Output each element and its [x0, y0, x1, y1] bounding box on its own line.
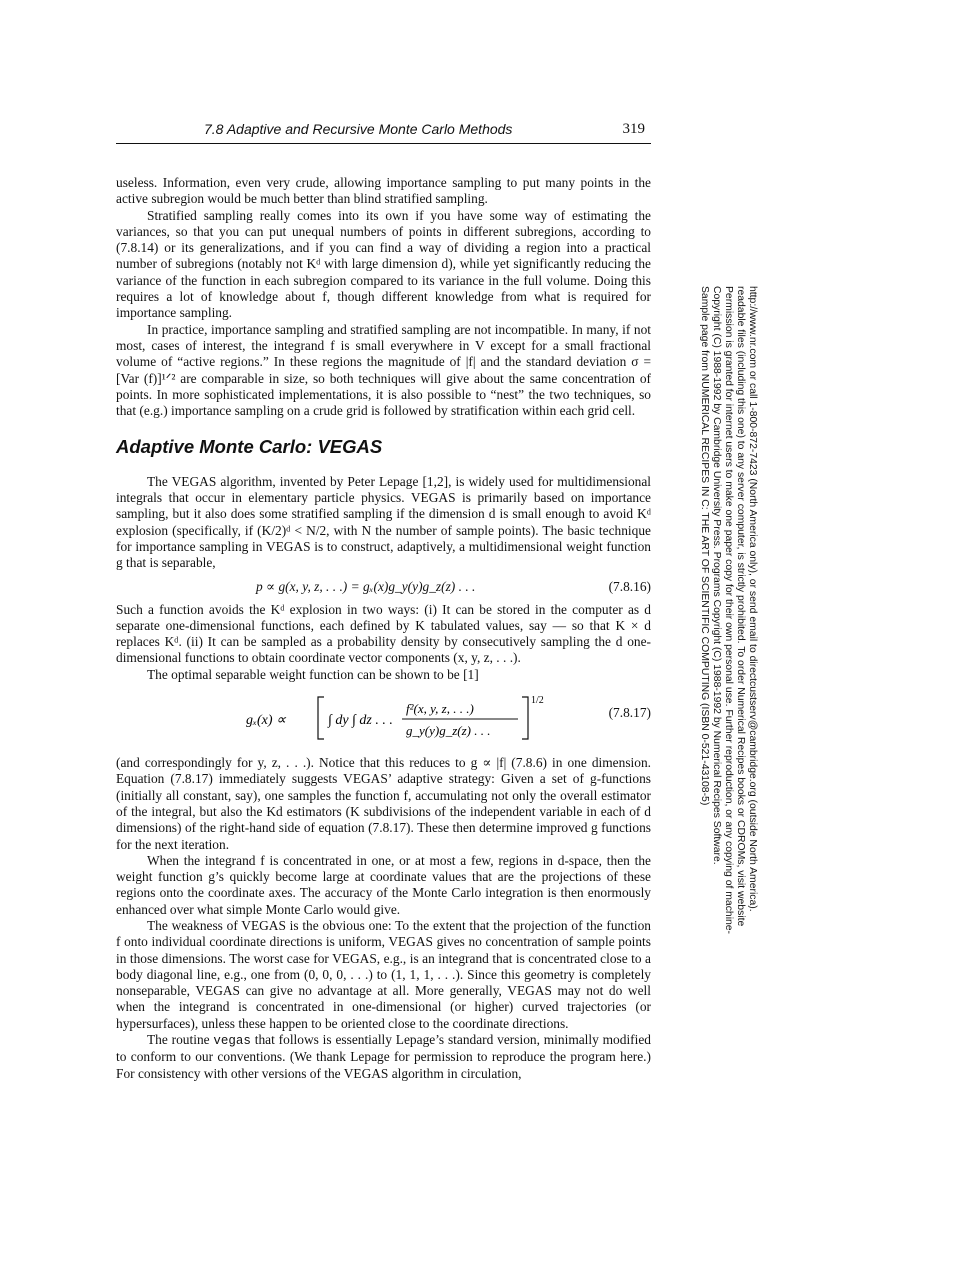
equation-7-8-17: [116, 687, 651, 749]
paragraph-4: The VEGAS algorithm, invented by Peter Lepage [1,2], is widely used for multidimensional integrals that occur in elementary particle physics. VEGAS is primarily based on importance sampling, but it also does some stratified sampling if the dimension d is small enough to avoid Kᵈ explosion (specifically, if (K/2)ᵈ < N/2, with N the number of sample points). The basic technique for importance sampling in VEGAS is to construct, adaptively, a multidimensional weight function g that is separable,: [116, 473, 651, 571]
paragraph-5: Such a function avoids the Kᵈ explosion in two ways: (i) It can be stored in the computer as d separate one-dimensional functions, each defined by K tabulated values, say — so that K × d replaces Kᵈ. (ii) It can be sampled as a probability density by consecutively sampling the d one-dimensional functions to obtain coordinate vector components (x, y, z, . . .).: [116, 601, 651, 666]
paragraph-7: (and correspondingly for y, z, . . .). Notice that this reduces to g ∝ |f| (7.8.6) in one dimension. Equation (7.8.17) immediately suggests VEGAS’ adaptive strategy: Given a set of g-functions (initially all constant, say), one samples the function f, accumulating not only the overall estimator of the integral, but also the Kd estimators (K subdivisions of the independent variable in each of d dimensions) of the right-hand side of equation (7.8.17). These then determine improved g functions for the next iteration.: [116, 755, 651, 852]
paragraph-3: In practice, importance sampling and stratified sampling are not incompatible. In many, if not most, cases of interest, the integrand f is small everywhere in V except for a small fractional volume of “active regions.” In these regions the magnitude of |f| and the standard deviation σ = [Var (f)]¹ᐟ² are comparable in size, so both techniques will give about the same concentration of points. In more sophisticated implementations, it is also possible to “nest” the two techniques, so that (e.g.) importance sampling on a crude grid is followed by stratification within each grid cell.: [116, 321, 651, 419]
paragraph-1: useless. Information, even very crude, allowing importance sampling to put many points in the active subregion would be much better than blind stratified sampling.: [116, 175, 651, 207]
paragraph-9: The weakness of VEGAS is the obvious one: To the extent that the projection of the function f onto individual coordinate directions is uniform, VEGAS gives no concentration of sample points in those dimensions. The worst case for VEGAS, e.g., is an integrand that is concentrated close to a body diagonal line, e.g., one from (0, 0, 0, . . .) to (1, 1, 1, . . .). Since this geometry is completely nonseparable, VEGAS can give no advantage at all. More generally, VEGAS may not do well when the integrand is concentrated in one-dimensional (or higher) curved trajectories (or hypersurfaces), unless these happen to be oriented close to the coordinate directions.: [116, 917, 651, 1031]
page-number: 319: [622, 121, 645, 137]
running-header: [116, 121, 651, 144]
p10-post: that follows is essentially Lepage’s standard version, minimally modified to conform to our conventions. (We thank Lepage for permission to reproduce the program here.) For consistency with other versions of the VEGAS algorithm in circulation,: [116, 1032, 651, 1081]
left-bracket: [318, 697, 324, 739]
equation-number-2: (7.8.17): [608, 705, 651, 721]
section-heading: Adaptive Monte Carlo: VEGAS: [116, 436, 383, 458]
p10-pre: The routine: [147, 1032, 214, 1048]
inline-code-vegas: vegas: [213, 1034, 251, 1049]
notice-line-2: Copyright (C) 1988-1992 by Cambridge University Press. Programs Copyright (C) 1988-1992 by Numerical Recipes Software.: [711, 286, 722, 865]
equation-number: (7.8.16): [608, 578, 651, 594]
eq-exponent: 1/2: [531, 695, 544, 707]
notice-line-4: readable files (including this one) to any server computer, is strictly prohibited. To order Numerical Recipes books or CDROMs, visit website: [735, 286, 746, 927]
eq-lhs: gₓ(x) ∝: [246, 713, 287, 729]
equation-formula: [246, 691, 546, 745]
paragraph-10: [116, 1032, 651, 1082]
eq-denominator: g_y(y)g_z(z) . . .: [406, 723, 491, 739]
equation-body: p ∝ g(x, y, z, . . .) = gₓ(x)g_y(y)g_z(z) . . .: [256, 578, 476, 594]
copyright-side-notice: [698, 286, 758, 1026]
notice-line-5: http://www.nr.com or call 1-800-872-7423 (North America only), or send email to directcustserv@cambridge.org (outside North America).: [747, 286, 758, 912]
notice-line-3: Permission is granted for internet users to make one paper copy for their own personal use. Further reproduction, or any copying of machine-: [723, 286, 734, 935]
running-title: 7.8 Adaptive and Recursive Monte Carlo Methods: [204, 121, 513, 137]
paragraph-2: Stratified sampling really comes into its own if you have some way of estimating the variances, so that you can put unequal numbers of points in different subregions, according to (7.8.14) or its generalizations, and if you can find a way of dividing a region into a practical number of subregions (notably not Kᵈ with large dimension d), while yet significantly reducing the variance of the function in each subregion compared to its variance in the full volume. Doing this requires a lot of knowledge about f, though different knowledge from what is required for importance sampling.: [116, 207, 651, 321]
right-bracket: [522, 697, 528, 739]
notice-line-1: Sample page from NUMERICAL RECIPES IN C: THE ART OF SCIENTIFIC COMPUTING (ISBN 0-521-43108-5): [699, 286, 710, 806]
eq-numerator: f²(x, y, z, . . .): [406, 701, 474, 717]
equation-7-8-16: [116, 572, 651, 602]
body-text: [116, 175, 651, 1082]
paragraph-8: When the integrand f is concentrated in one, or at most a few, regions in d-space, then the weight function g’s quickly become large at coordinate values that are the projections of these regions onto the coordinate axes. The accuracy of the Monte Carlo integration is then enormously enhanced over what simple Monte Carlo would give.: [116, 852, 651, 917]
eq-integrals: ∫ dy ∫ dz . . .: [328, 713, 393, 729]
paragraph-6: The optimal separable weight function can be shown to be [1]: [147, 666, 479, 682]
